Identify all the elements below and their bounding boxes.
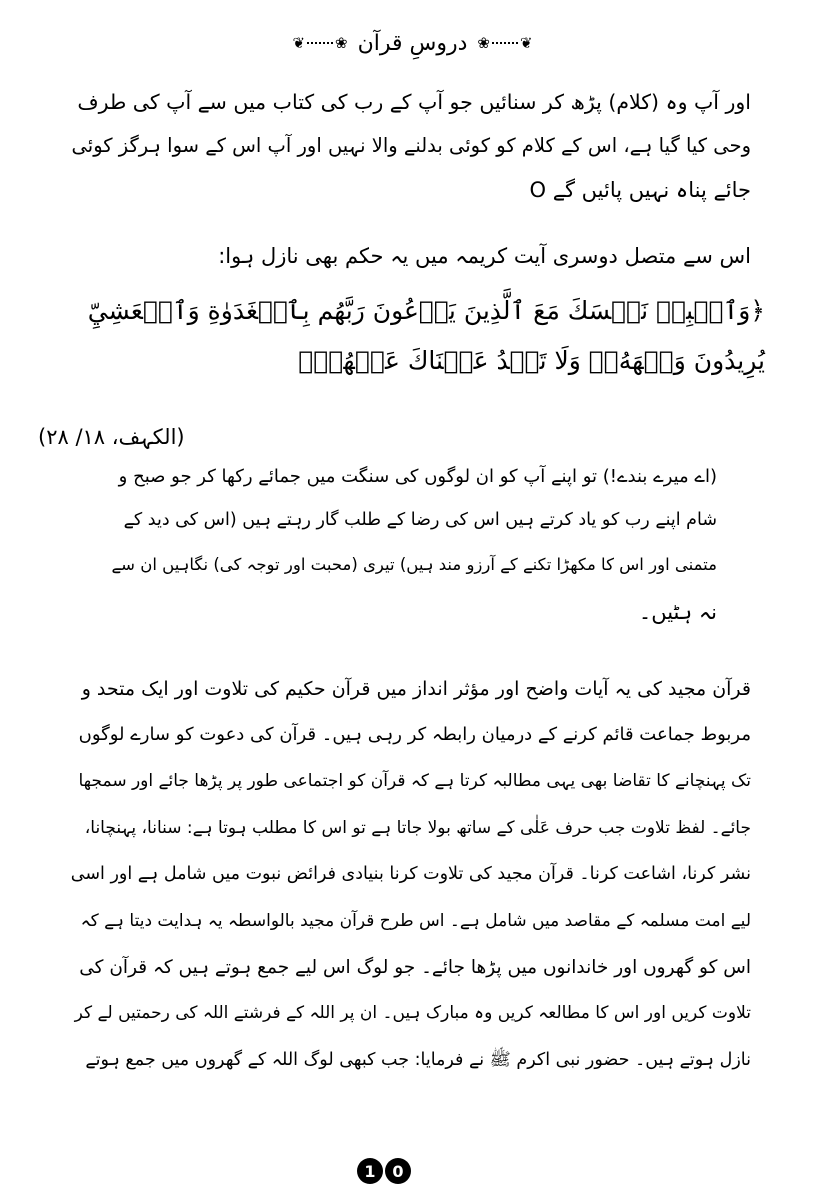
running-header	[0, 26, 825, 60]
text-line: جائے۔ لفظ تلاوت جب حرف عَلٰی کے ساتھ بولا جاتا ہے تو اس کا مطلب ہوتا ہے: سنانا، پہنچانا،	[84, 818, 751, 838]
text-line: قرآن مجید کی یہ آیات واضح اور مؤثر انداز میں قرآن حکیم کی تلاوت اور ایک متحد و	[81, 678, 751, 700]
text-line: اس سے متصل دوسری آیت کریمہ میں یہ حکم بھی نازل ہوا:	[218, 244, 751, 268]
text-line: شام اپنے رب کو یاد کرتے ہیں اس کی رضا کے طلب گار رہتے ہیں (اس کی دید کے	[123, 510, 717, 530]
text-line: نازل ہوتے ہیں۔ حضور نبی اکرم ﷺ نے فرمایا: جب کبھی لوگ اللہ کے گھروں میں جمع ہوتے	[85, 1050, 751, 1070]
text-line: تک پہنچانے کا تقاضا بھی یہی مطالبہ کرتا ہے کہ قرآن کو اجتماعی طور پر پڑھا جائے اور سمجھا	[78, 771, 751, 791]
header-title: دروسِ قرآن	[357, 30, 468, 56]
text-line: نہ ہٹیں۔	[638, 600, 717, 624]
text-line: نشر کرنا، اشاعت کرنا۔ قرآن مجید کی تلاوت کرنا بنیادی فرائض نبوت میں شامل ہے اور اسی	[70, 864, 751, 884]
flourish-icon: ❦	[520, 33, 533, 52]
flourish-icon: ❀	[335, 33, 348, 52]
verse-reference: (الکہف، ۱۸/ ۲۸)	[38, 425, 185, 449]
verse-line: يُرِيدُونَ وَجۡهَهُۥۖ وَلَا تَعۡدُ عَيۡنَاكَ عَنۡهُمۡ﴾	[298, 346, 765, 375]
dotted-rule	[492, 42, 518, 44]
text-line: جائے پناہ نہیں پائیں گے O	[529, 178, 751, 202]
text-line: اس کو گھروں اور خاندانوں میں پڑھا جائے۔ جو لوگ اس لیے جمع ہوتے ہیں کہ قرآن کی	[79, 957, 751, 978]
flourish-icon: ❀	[477, 33, 490, 52]
text-line: متمنی اور اس کا مکھڑا تکنے کے آرزو مند ہیں) تیری (محبت اور توجہ کی) نگاہیں ان سے	[111, 555, 717, 574]
text-line: اور آپ وہ (کلام) پڑھ کر سنائیں جو آپ کے رب کی کتاب میں سے آپ کی طرف	[77, 90, 751, 114]
page-number-digit: 1	[357, 1158, 383, 1184]
header-ornament-right	[477, 33, 533, 52]
text-line: وحی کیا گیا ہے، اس کے کلام کو کوئی بدلنے والا نہیں اور آپ اس کے سوا ہرگز کوئی	[71, 134, 751, 157]
text-line: مربوط جماعت قائم کرنے کے درمیان رابطہ کر رہی ہیں۔ قرآن کی دعوت کو سارے لوگوں	[78, 724, 751, 745]
text-line: تلاوت کریں اور اس کا مطالعہ کریں وہ مبارک ہیں۔ ان پر اللہ کے فرشتے اللہ کی رحمتیں لے کر	[74, 1003, 751, 1023]
dotted-rule	[307, 42, 333, 44]
text-line: لیے امت مسلمہ کے مقاصد میں شامل ہے۔ اس طرح قرآن مجید بالواسطہ یہ ہدایت دیتا ہے کہ	[80, 911, 751, 931]
header-ornament-left	[292, 33, 348, 52]
page-number-digit: 0	[385, 1158, 411, 1184]
text-line: (اے میرے بندے!) تو اپنے آپ کو ان لوگوں کی سنگت میں جمائے رکھا کر جو صبح و	[118, 466, 717, 487]
verse-line: ﴿وَٱصۡبِرۡ نَفۡسَكَ مَعَ ٱلَّذِينَ يَدۡعُونَ رَبَّهُم بِٱلۡغَدَوٰةِ وَٱلۡعَشِيِّ	[87, 296, 765, 325]
flourish-icon: ❦	[292, 33, 306, 52]
page-number	[356, 1158, 412, 1186]
